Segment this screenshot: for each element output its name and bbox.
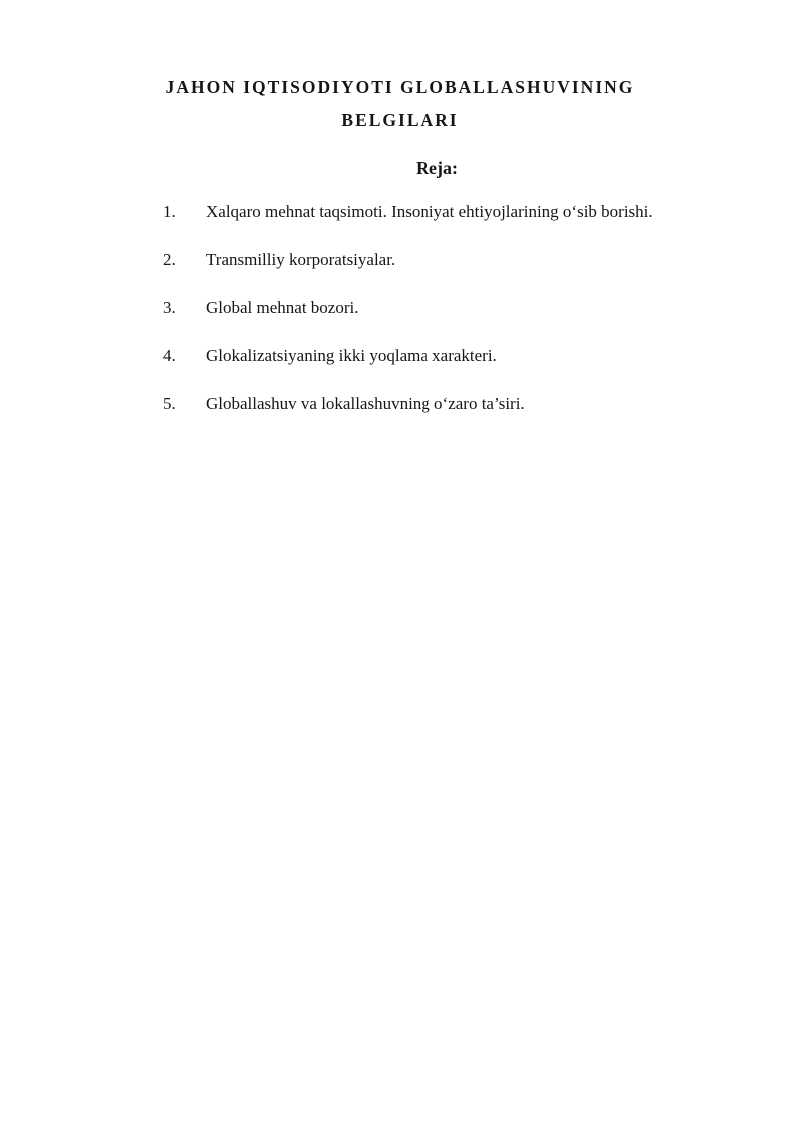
list-item [163, 345, 760, 367]
list-item-number: 1. [163, 202, 176, 221]
list-item [163, 201, 760, 223]
plan-heading: Reja: [416, 158, 458, 178]
list-item-text: Globallashuv va lokallashuvning o‘zaro ta’siri. [206, 394, 525, 413]
list-item-number: 3. [163, 298, 176, 317]
list-item-number: 2. [163, 250, 176, 269]
list-item [163, 249, 760, 271]
document-title-line-1: JAHON IQTISODIYOTI GLOBALLASHUVINING [165, 77, 635, 97]
list-item-text: Global mehnat bozori. [206, 298, 359, 317]
list-item-text: Transmilliy korporatsiyalar. [206, 250, 396, 269]
document-title-line-2: BELGILARI [341, 110, 459, 130]
document-title [0, 71, 800, 137]
list-item-number: 4. [163, 346, 176, 365]
list-item-number: 5. [163, 394, 176, 413]
list-item-text: Glokalizatsiyaning ikki yoqlama xarakteri. [206, 346, 497, 365]
list-item [163, 297, 760, 319]
list-item-text: Xalqaro mehnat taqsimoti. Insoniyat ehtiyojlarining o‘sib borishi. [206, 202, 653, 221]
list-item [163, 393, 760, 415]
plan-list [163, 201, 760, 441]
